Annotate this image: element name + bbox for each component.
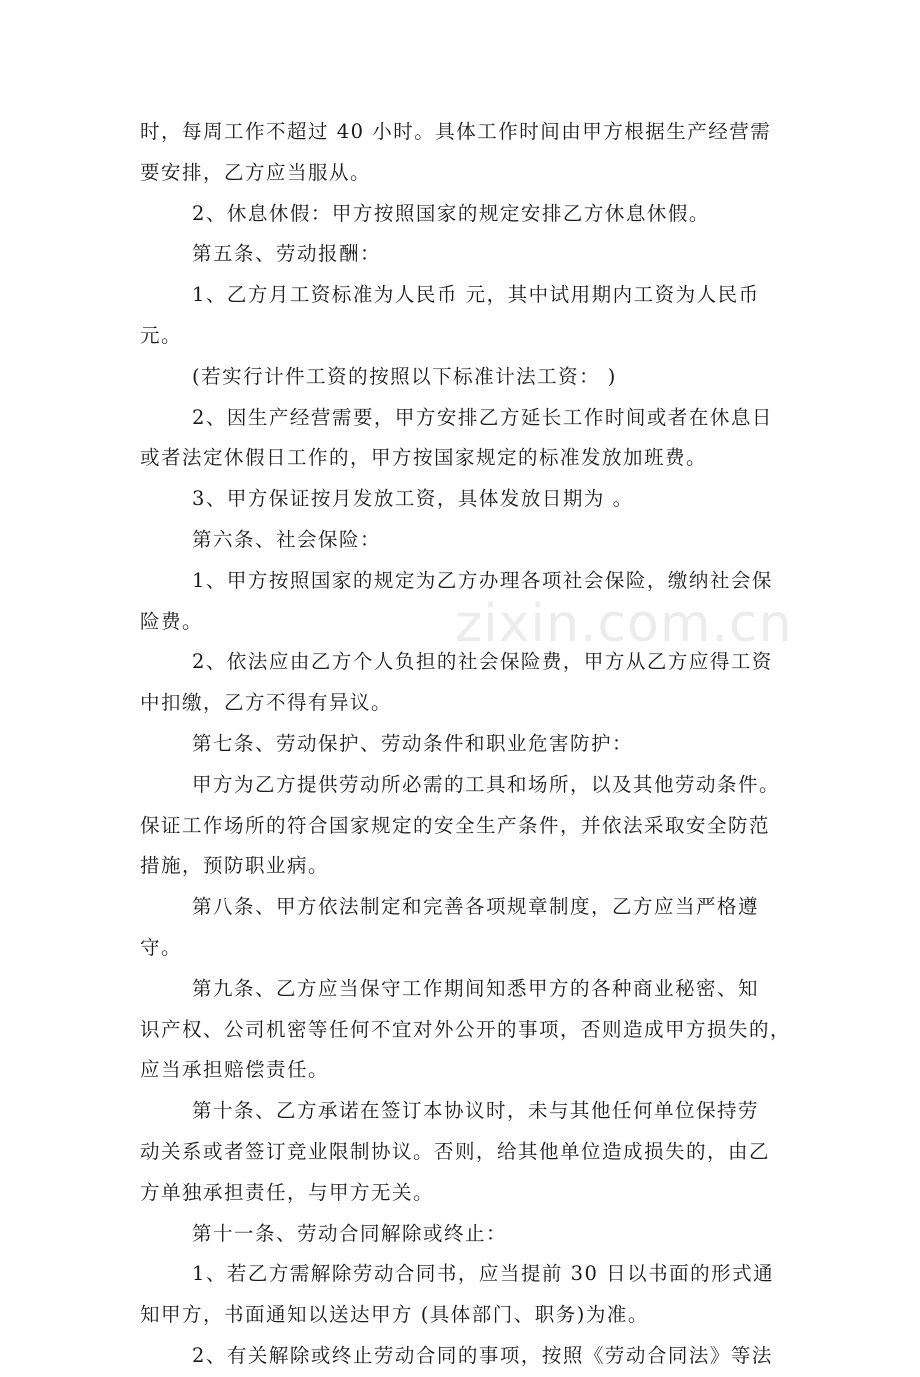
watermark: zixin.com.cn [455, 594, 793, 654]
contract-body-text [140, 112, 792, 1377]
text-line: 时，每周工作不超过 40 小时。具体工作时间由甲方根据生产经营需 [140, 120, 772, 143]
text-line: 第六条、社会保险： [192, 527, 382, 551]
text-line: 第七条、劳动保护、劳动条件和职业危害防护： [192, 731, 634, 755]
text-line: 守。 [140, 935, 183, 959]
text-line: 应当承担赔偿责任。 [140, 1058, 330, 1082]
text-line: 第十条、乙方承诺在签订本协议时，未与其他任何单位保持劳 [192, 1099, 760, 1123]
text-line: 甲方为乙方提供劳动所必需的工具和场所，以及其他劳动条件。 [192, 772, 781, 796]
text-line: 2、有关解除或终止劳动合同的事项，按照《劳动合同法》等法 [192, 1343, 773, 1367]
text-line: 第十一条、劳动合同解除或终止： [192, 1221, 508, 1245]
text-line: 1、若乙方需解除劳动合同书，应当提前 30 日以书面的形式通 [192, 1262, 775, 1286]
text-line: 要安排，乙方应当服从。 [140, 160, 372, 184]
text-line: 中扣缴，乙方不得有异议。 [140, 691, 393, 715]
text-line: 方单独承担责任，与甲方无关。 [140, 1180, 435, 1204]
text-line: 或者法定休假日工作的，甲方按国家规定的标准发放加班费。 [140, 446, 708, 470]
text-line: 2、休息休假：甲方按照国家的规定安排乙方休息休假。 [192, 201, 710, 225]
text-line: 2、依法应由乙方个人负担的社会保险费，甲方从乙方应得工资 [192, 650, 773, 674]
text-line: 险费。 [140, 609, 204, 633]
text-line: 动关系或者签订竞业限制协议。否则，给其他单位造成损失的，由乙 [140, 1139, 771, 1163]
text-line: 识产权、公司机密等任何不宜对外公开的事项，否则造成甲方损失的， [140, 1017, 792, 1041]
text-line: 3、甲方保证按月发放工资，具体发放日期为 。 [192, 487, 634, 511]
text-line: 保证工作场所的符合国家规定的安全生产条件，并依法采取安全防范 [140, 813, 771, 837]
text-line: 第九条、乙方应当保守工作期间知悉甲方的各种商业秘密、知 [192, 976, 760, 1000]
text-line: 第八条、甲方依法制定和完善各项规章制度，乙方应当严格遵 [192, 895, 760, 919]
text-line: (若实行计件工资的按照以下标准计法工资： ) [192, 364, 617, 388]
text-line: 第五条、劳动报酬： [192, 242, 382, 266]
text-line: 2、因生产经营需要，甲方安排乙方延长工作时间或者在休息日 [192, 405, 773, 429]
text-line: 元。 [140, 323, 183, 347]
text-line: 1、甲方按照国家的规定为乙方办理各项社会保险，缴纳社会保 [192, 568, 773, 592]
text-line: 知甲方，书面通知以送达甲方 (具体部门、职务)为准。 [140, 1303, 649, 1327]
text-line: 1、乙方月工资标准为人民币 元，其中试用期内工资为人民币 [192, 283, 760, 307]
text-line: 措施，预防职业病。 [140, 854, 330, 878]
